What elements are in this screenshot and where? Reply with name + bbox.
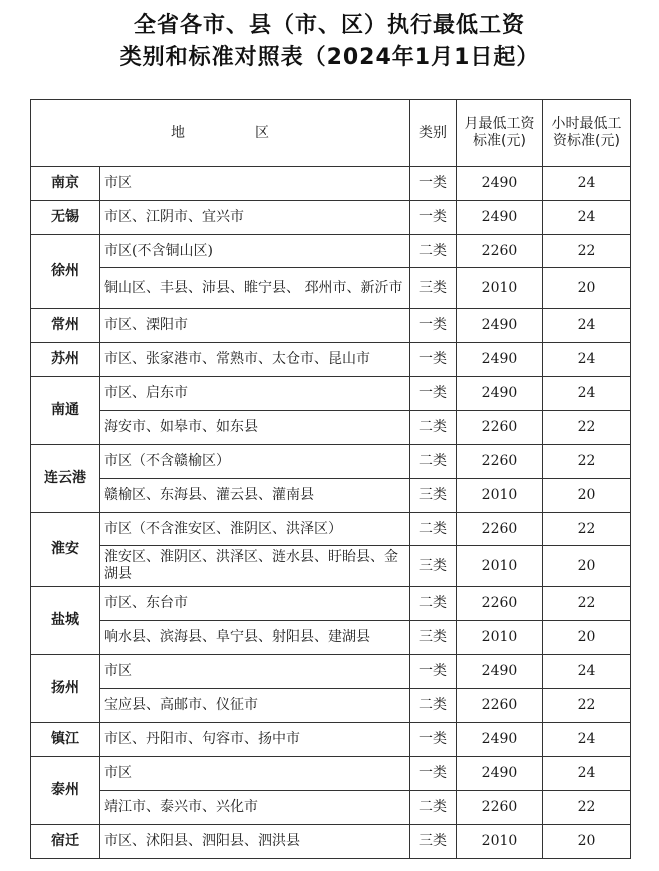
category-cell: 一类 — [410, 655, 457, 689]
table-row — [31, 268, 631, 309]
area-cell: 淮安区、淮阴区、洪泽区、涟水县、盱眙县、金湖县 — [100, 546, 410, 587]
monthly-wage-column-header: 月最低工资标准(元) — [457, 100, 543, 167]
category-cell: 一类 — [410, 343, 457, 377]
monthly-wage-cell: 2490 — [457, 723, 543, 757]
table-row — [31, 825, 631, 859]
city-name-cell: 南通 — [31, 377, 100, 445]
category-cell: 一类 — [410, 201, 457, 235]
city-name-cell: 无锡 — [31, 201, 100, 235]
monthly-wage-cell: 2490 — [457, 167, 543, 201]
monthly-wage-cell: 2010 — [457, 546, 543, 587]
monthly-wage-cell: 2260 — [457, 689, 543, 723]
hourly-wage-cell: 24 — [543, 167, 631, 201]
table-row — [31, 546, 631, 587]
area-cell: 市区、丹阳市、句容市、扬中市 — [100, 723, 410, 757]
category-column-header: 类别 — [410, 100, 457, 167]
table-row — [31, 479, 631, 513]
hourly-wage-cell: 24 — [543, 655, 631, 689]
category-cell: 一类 — [410, 309, 457, 343]
area-cell: 市区、溧阳市 — [100, 309, 410, 343]
table-row — [31, 655, 631, 689]
area-column-header — [31, 100, 410, 167]
monthly-wage-cell: 2490 — [457, 201, 543, 235]
table-body — [31, 100, 631, 859]
hourly-wage-cell: 22 — [543, 791, 631, 825]
table-row — [31, 689, 631, 723]
area-cell: 铜山区、丰县、沛县、睢宁县、 邳州市、新沂市 — [100, 268, 410, 309]
category-cell: 一类 — [410, 757, 457, 791]
city-name-cell: 徐州 — [31, 235, 100, 309]
table-row — [31, 791, 631, 825]
table-row — [31, 235, 631, 268]
category-cell: 三类 — [410, 479, 457, 513]
hourly-wage-cell: 22 — [543, 513, 631, 546]
table-row — [31, 445, 631, 479]
hourly-wage-cell: 20 — [543, 268, 631, 309]
table-header-row — [31, 100, 631, 167]
monthly-wage-cell: 2260 — [457, 587, 543, 621]
table-row — [31, 309, 631, 343]
monthly-wage-cell: 2010 — [457, 621, 543, 655]
category-cell: 二类 — [410, 235, 457, 268]
table-row — [31, 757, 631, 791]
area-cell: 市区、东台市 — [100, 587, 410, 621]
hourly-wage-cell: 24 — [543, 343, 631, 377]
city-name-cell: 连云港 — [31, 445, 100, 513]
area-cell: 响水县、滨海县、阜宁县、射阳县、建湖县 — [100, 621, 410, 655]
city-name-cell: 苏州 — [31, 343, 100, 377]
area-cell: 市区（不含赣榆区） — [100, 445, 410, 479]
area-cell: 靖江市、泰兴市、兴化市 — [100, 791, 410, 825]
table-row — [31, 621, 631, 655]
monthly-wage-cell: 2010 — [457, 479, 543, 513]
hourly-wage-cell: 24 — [543, 723, 631, 757]
area-cell: 市区、张家港市、常熟市、太仓市、昆山市 — [100, 343, 410, 377]
city-name-cell: 宿迁 — [31, 825, 100, 859]
table-row — [31, 167, 631, 201]
hourly-wage-cell: 20 — [543, 546, 631, 587]
city-name-cell: 泰州 — [31, 757, 100, 825]
document-title-line-1: 全省各市、县（市、区）执行最低工资 — [133, 13, 525, 38]
category-cell: 二类 — [410, 445, 457, 479]
minimum-wage-table — [30, 99, 631, 859]
table-row — [31, 513, 631, 546]
hourly-wage-cell: 24 — [543, 309, 631, 343]
hourly-wage-cell: 24 — [543, 201, 631, 235]
area-cell: 市区、启东市 — [100, 377, 410, 411]
monthly-wage-cell: 2490 — [457, 757, 543, 791]
monthly-wage-cell: 2260 — [457, 411, 543, 445]
category-cell: 一类 — [410, 723, 457, 757]
area-cell: 市区、沭阳县、泗阳县、泗洪县 — [100, 825, 410, 859]
category-cell: 二类 — [410, 513, 457, 546]
city-name-cell: 扬州 — [31, 655, 100, 723]
monthly-wage-cell: 2260 — [457, 513, 543, 546]
area-cell: 市区、江阴市、宜兴市 — [100, 201, 410, 235]
monthly-wage-cell: 2260 — [457, 445, 543, 479]
monthly-wage-cell: 2010 — [457, 825, 543, 859]
area-header-left: 地 — [171, 124, 185, 141]
hourly-wage-column-header: 小时最低工资标准(元) — [543, 100, 631, 167]
area-cell: 海安市、如皋市、如东县 — [100, 411, 410, 445]
table-row — [31, 377, 631, 411]
area-cell: 市区(不含铜山区) — [100, 235, 410, 268]
monthly-wage-cell: 2010 — [457, 268, 543, 309]
monthly-wage-cell: 2260 — [457, 791, 543, 825]
category-cell: 三类 — [410, 621, 457, 655]
hourly-wage-cell: 22 — [543, 689, 631, 723]
hourly-wage-cell: 24 — [543, 377, 631, 411]
table-row — [31, 411, 631, 445]
city-name-cell: 盐城 — [31, 587, 100, 655]
monthly-wage-cell: 2490 — [457, 377, 543, 411]
table-row — [31, 201, 631, 235]
area-cell: 赣榆区、东海县、灌云县、灌南县 — [100, 479, 410, 513]
area-cell: 市区 — [100, 167, 410, 201]
table-row — [31, 587, 631, 621]
monthly-wage-cell: 2490 — [457, 343, 543, 377]
category-cell: 三类 — [410, 546, 457, 587]
area-cell: 宝应县、高邮市、仪征市 — [100, 689, 410, 723]
hourly-wage-cell: 20 — [543, 479, 631, 513]
category-cell: 二类 — [410, 791, 457, 825]
area-header-right: 区 — [255, 124, 269, 141]
hourly-wage-cell: 20 — [543, 825, 631, 859]
area-cell: 市区（不含淮安区、淮阴区、洪泽区） — [100, 513, 410, 546]
category-cell: 三类 — [410, 825, 457, 859]
category-cell: 二类 — [410, 411, 457, 445]
hourly-wage-cell: 20 — [543, 621, 631, 655]
monthly-wage-cell: 2490 — [457, 655, 543, 689]
city-name-cell: 常州 — [31, 309, 100, 343]
category-cell: 二类 — [410, 689, 457, 723]
hourly-wage-cell: 24 — [543, 757, 631, 791]
table-row — [31, 343, 631, 377]
monthly-wage-cell: 2490 — [457, 309, 543, 343]
hourly-wage-cell: 22 — [543, 411, 631, 445]
category-cell: 二类 — [410, 587, 457, 621]
category-cell: 三类 — [410, 268, 457, 309]
city-name-cell: 镇江 — [31, 723, 100, 757]
area-cell: 市区 — [100, 757, 410, 791]
hourly-wage-cell: 22 — [543, 445, 631, 479]
city-name-cell: 淮安 — [31, 513, 100, 587]
hourly-wage-cell: 22 — [543, 587, 631, 621]
hourly-wage-cell: 22 — [543, 235, 631, 268]
monthly-wage-cell: 2260 — [457, 235, 543, 268]
city-name-cell: 南京 — [31, 167, 100, 201]
document-title-line-2: 类别和标准对照表（2024年1月1日起） — [119, 45, 540, 70]
category-cell: 一类 — [410, 167, 457, 201]
area-cell: 市区 — [100, 655, 410, 689]
table-row — [31, 723, 631, 757]
category-cell: 一类 — [410, 377, 457, 411]
